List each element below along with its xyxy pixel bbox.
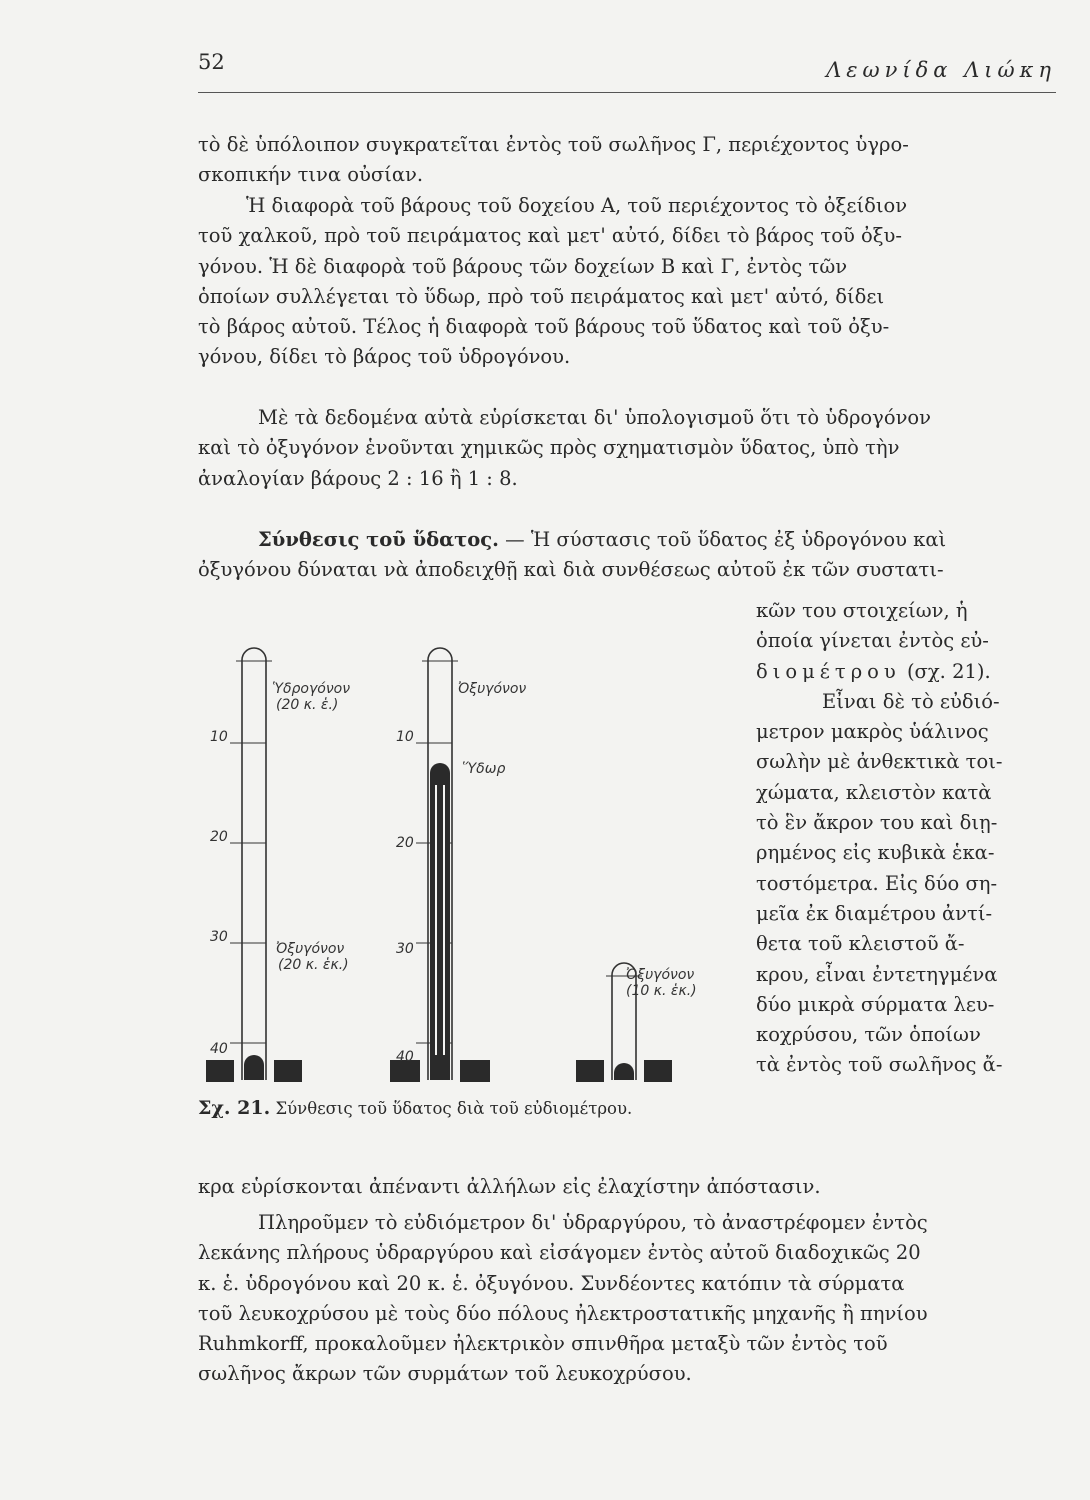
label-oxygen-volume: (20 κ. ἑκ.) (278, 957, 349, 973)
text-line: σκοπικήν τινα οὐσίαν. (198, 163, 424, 187)
mercury-column-2 (430, 763, 450, 1080)
text-line: λεκάνης πλήρους ὑδραργύρου καὶ εἰσάγομεν ἐντὸς αὐτοῦ διαδοχικῶς 20 (198, 1241, 921, 1265)
text-line: ἀναλογίαν βάρους 2 : 16 ἢ 1 : 8. (198, 466, 518, 490)
paragraph-5-end (198, 1172, 821, 1202)
text-line: σωλὴν μὲ ἀνθεκτικὰ τοι- (756, 750, 1003, 774)
text-line: διομέτρου (756, 659, 901, 683)
scale-label: 30 (210, 929, 228, 945)
scale-label: 30 (396, 941, 414, 957)
side-text-column (756, 596, 1056, 1081)
text-line: κοχρύσου, τῶν ὁποίων (756, 1023, 981, 1047)
stand-block (206, 1060, 234, 1082)
paragraph-6 (198, 1208, 928, 1390)
text-line: καὶ τὸ ὀξυγόνον ἑνοῦνται χημικῶς πρὸς σχηματισμὸν ὕδατος, ὑπὸ τὴν (198, 436, 900, 460)
text-line: κρα εὑρίσκονται ἀπέναντι ἀλλήλων εἰς ἐλαχίστην ἀπόστασιν. (198, 1175, 821, 1198)
text-line: τοῦ χαλκοῦ, πρὸ τοῦ πειράματος καὶ μετ' αὐτό, δίδει τὸ βάρος τοῦ ὀξυ- (198, 224, 902, 248)
page-number: 52 (198, 50, 225, 74)
label-hydrogen-volume: (20 κ. ἑ.) (276, 697, 339, 713)
text-line: χώματα, κλειστὸν κατὰ (756, 780, 992, 804)
scale-label: 40 (396, 1049, 414, 1065)
paragraph-2 (198, 191, 907, 373)
text-line: κ. ἑ. ὑδρογόνου καὶ 20 κ. ἑ. ὀξυγόνου. Συνδέοντες κατόπιν τὰ σύρματα (198, 1271, 905, 1295)
label-hydrogen: Ὑδρογόνον (272, 681, 351, 697)
label-oxygen-volume: (10 κ. ἑκ.) (626, 983, 697, 999)
text-line: κῶν του στοιχείων, ἡ (756, 599, 968, 622)
paragraph-1 (198, 130, 909, 191)
text-line: τοστόμετρα. Εἰς δύο ση- (756, 871, 998, 895)
label-oxygen: Ὀξυγόνον (626, 967, 695, 983)
paragraph-3 (198, 403, 931, 494)
scale-label: 10 (396, 729, 414, 745)
mercury-column-1 (244, 1055, 264, 1080)
text-line: Ruhmkorff, προκαλοῦμεν ἠλεκτρικὸν σπινθῆρα μεταξὺ τῶν ἐντὸς τοῦ (198, 1332, 888, 1356)
stand-block (460, 1060, 490, 1082)
text-line: μεῖα ἐκ διαμέτρου ἀντί- (756, 901, 993, 925)
text-line: ὁποία γίνεται ἐντὸς εὐ- (756, 629, 989, 653)
scale-label: 20 (210, 829, 228, 845)
mercury-column-3 (614, 1063, 634, 1080)
stand-block (644, 1060, 672, 1082)
text-line: Μὲ τὰ δεδομένα αὐτὰ εὑρίσκεται δι' ὑπολογισμοῦ ὅτι τὸ ὑδρογόνον (258, 406, 932, 429)
caption-label: Σχ. 21. (198, 1097, 271, 1119)
running-head: Λεωνίδα Λιώκη (826, 58, 1056, 82)
label-oxygen: Ὀξυγόνον (276, 941, 345, 957)
paragraph-4 (198, 525, 946, 586)
text-line: μετρον μακρὸς ὑάλινος (756, 720, 989, 744)
text-line: θετα τοῦ κλειστοῦ ἄ- (756, 932, 965, 956)
text-line: ὁποίων συλλέγεται τὸ ὕδωρ, πρὸ τοῦ πειράματος καὶ μετ' αὐτό, δίδει (198, 284, 885, 308)
label-oxygen: Ὀξυγόνον (458, 681, 527, 697)
eudiometer-figure (200, 625, 697, 1095)
text-line: δύο μικρὰ σύρματα λευ- (756, 992, 995, 1016)
section-heading: Σύνθεσις τοῦ ὕδατος. (258, 528, 499, 551)
text-line: Εἶναι δὲ τὸ εὐδιό- (822, 689, 1000, 713)
text-line: Πληροῦμεν τὸ εὐδιόμετρον δι' ὑδραργύρου, τὸ ἀναστρέφομεν ἐντὸς (258, 1211, 928, 1234)
text-line: Ἡ διαφορὰ τοῦ βάρους τοῦ δοχείου Α, τοῦ περιέχοντος τὸ ὀξείδιον (246, 194, 908, 217)
text-line: (σχ. 21). (900, 659, 991, 683)
text-line: γόνου. Ἡ δὲ διαφορὰ τοῦ βάρους τῶν δοχείων Β καὶ Γ, ἐντὸς τῶν (198, 254, 848, 278)
label-water: Ὕδωρ (462, 761, 506, 777)
text-line: γόνου, δίδει τὸ βάρος τοῦ ὑδρογόνου. (198, 345, 571, 369)
text-line: τὸ δὲ ὑπόλοιπον συγκρατεῖται ἐντὸς τοῦ σωλῆνος Γ, περιέχοντος ὑγρο- (198, 133, 909, 156)
text-line: ρημένος εἰς κυβικὰ ἑκα- (756, 841, 995, 865)
text-line: ὀξυγόνου δύναται νὰ ἀποδειχθῇ καὶ διὰ συνθέσεως αὐτοῦ ἐκ τῶν συστατι- (198, 558, 944, 582)
stand-block (576, 1060, 604, 1082)
text-line: τὰ ἐντὸς τοῦ σωλῆνος ἄ- (756, 1053, 1003, 1077)
text-line: — Ἡ σύστασις τοῦ ὕδατος ἐξ ὑδρογόνου καὶ (498, 528, 947, 551)
page-header (198, 48, 1056, 93)
tube-1 (230, 648, 272, 1080)
text-line: σωλῆνος ἄκρων τῶν συρμάτων τοῦ λευκοχρύσου. (198, 1362, 692, 1386)
scale-label: 40 (210, 1041, 228, 1057)
figure-caption (198, 1097, 632, 1119)
scale-label: 10 (210, 729, 228, 745)
scale-label: 20 (396, 835, 414, 851)
stand-block (274, 1060, 302, 1082)
text-line: τοῦ λευκοχρύσου μὲ τοὺς δύο πόλους ἠλεκτροστατικῆς μηχανῆς ἢ πηνίου (198, 1301, 928, 1325)
text-line: κρου, εἶναι ἐντετηγμένα (756, 962, 998, 986)
text-line: τὸ ἓν ἄκρον του καὶ διῃ- (756, 811, 998, 835)
text-line: τὸ βάρος αὐτοῦ. Τέλος ἡ διαφορὰ τοῦ βάρους τοῦ ὕδατος καὶ τοῦ ὀξυ- (198, 315, 890, 339)
caption-text: Σύνθεσις τοῦ ὕδατος διὰ τοῦ εὐδιομέτρου. (270, 1099, 633, 1118)
